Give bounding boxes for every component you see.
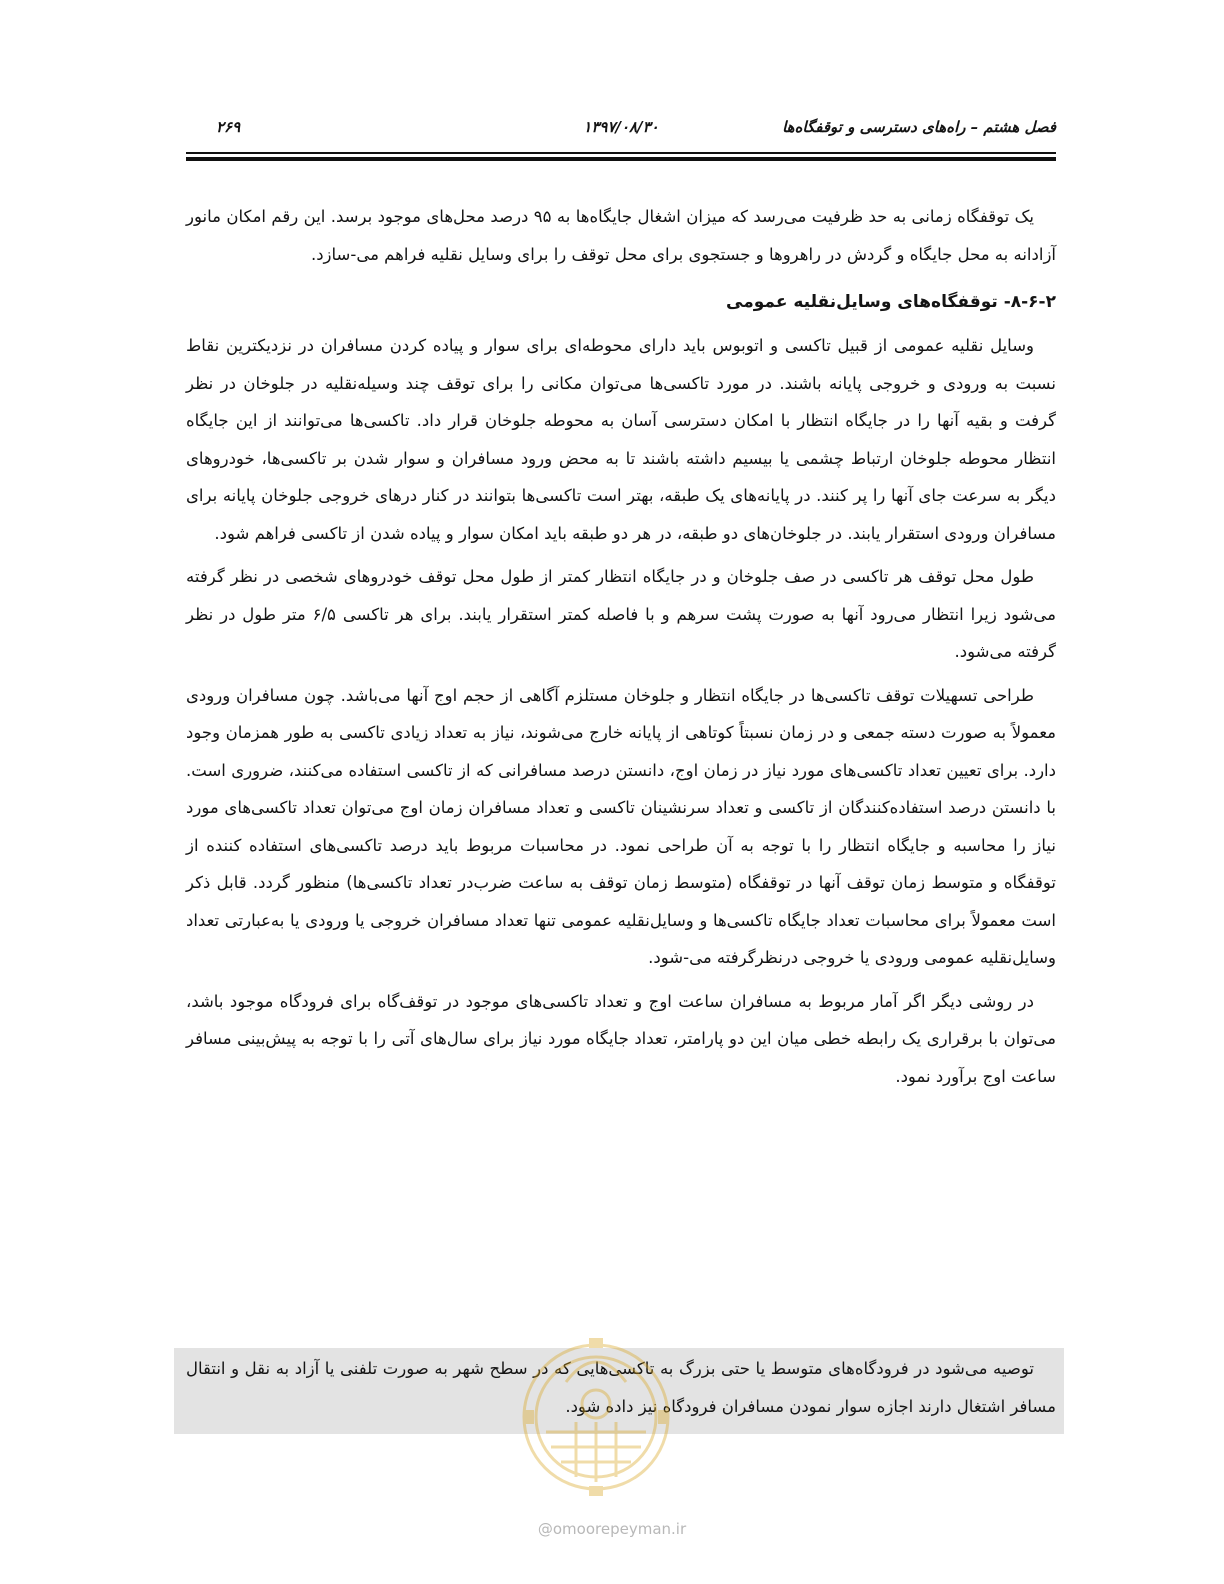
- paragraph-taxi-length: طول محل توقف هر تاکسی در صف جلوخان و در جایگاه انتظار کمتر از طول محل توقف خودروهای شخصی در نظر گرفته می‌شود زیرا انتظار می‌رود آنها به صورت پشت سرهم و با فاصله کمتر استقرار یابند. برای هر تاکسی ۶/۵ متر طول در نظر گرفته می‌شود.: [186, 567, 1057, 661]
- chapter-title: فصل هشتم – راه‌های دسترسی و توقفگاه‌ها: [782, 118, 1056, 136]
- page-header: [186, 118, 1056, 148]
- header-rule-thin: [186, 152, 1056, 154]
- header-date: ۱۳۹۷/۰۸/۳۰: [583, 118, 659, 136]
- header-double-rule: [186, 152, 1056, 162]
- section-heading: ۸-۶-۲- توقفگاه‌های وسایل‌نقلیه عمومی: [726, 292, 1056, 312]
- paragraph-capacity: یک توقفگاه زمانی به حد ظرفیت می‌رسد که میزان اشغال جایگاه‌ها به ۹۵ درصد محل‌های موجود برسد. این رقم امکان مانور آزادانه به محل جایگاه و گردش در راهروها و جستجوی برای محل توقف را برای وسایل نقلیه فراهم می-سازد.: [186, 207, 1056, 264]
- header-rule-thick: [186, 157, 1056, 161]
- watermark-logo-icon: [506, 1322, 686, 1502]
- page-body: [186, 198, 1056, 1101]
- paragraph-public-vehicles: وسایل نقلیه عمومی از قبیل تاکسی و اتوبوس باید دارای محوطه‌ای برای سوار و پیاده کردن مسافران در نزدیکترین نقاط نسبت به ورودی و خروجی پایانه باشند. در مورد تاکسی‌ها می‌توان مکانی را برای توقف چند وسیله‌نقلیه در جلوخان در نظر گرفت و بقیه آنها را در جایگاه انتظار با امکان دسترسی آسان به محوطه جلوخان قرار داد. تاکسی‌ها می‌توانند از این جایگاه انتظار محوطه جلوخان ارتباط چشمی یا بیسیم داشته باشند تا به محض ورود مسافران و سوار شدن بر تاکسی‌ها، خودروهای دیگر به سرعت جای آنها را پر کنند. در پایانه‌های یک طبقه، بهتر است تاکسی‌ها بتوانند در کنار درهای خروجی جلوخان پایانه برای مسافران ورودی استقرار یابند. در جلوخان‌های دو طبقه، در هر دو طبقه باید امکان سوار و پیاده شدن از تاکسی فراهم شود.: [186, 336, 1056, 543]
- paragraph-taxi-design: طراحی تسهیلات توقف تاکسی‌ها در جایگاه انتظار و جلوخان مستلزم آگاهی از حجم اوج آنها می‌باشد. چون مسافران ورودی معمولاً به صورت دسته جمعی و در زمان نسبتاً کوتاهی از پایانه خارج می‌شوند، نیاز به تعداد زیادی تاکسی به طور همزمان وجود دارد. برای تعیین تعداد تاکسی‌های مورد نیاز در زمان اوج، دانستن درصد مسافرانی که از تاکسی استفاده می‌کنند، ضروری است. با دانستن درصد استفاده‌کنندگان از تاکسی و تعداد سرنشینان تاکسی و تعداد مسافران زمان اوج می‌توان تعداد تاکسی‌های مورد نیاز را محاسبه و جایگاه انتظار را با توجه به آن طراحی نمود. در محاسبات مربوط باید درصد تاکسی‌های استفاده کننده از توقفگاه و متوسط زمان توقف آنها در توقفگاه (متوسط زمان توقف به ساعت ضرب‌در تعداد تاکسی‌ها) منظور گردد. قابل ذکر است معمولاً برای محاسبات تعداد جایگاه تاکسی‌ها و وسایل‌نقلیه عمومی تنها تعداد مسافران خروجی یا ورودی یا به‌عبارتی تعداد وسایل‌نقلیه عمومی ورودی یا خروجی درنظرگرفته می-شود.: [186, 685, 1056, 967]
- watermark-website: @omoorepeyman.ir: [537, 1520, 687, 1538]
- page-number: ۲۶۹: [216, 118, 241, 136]
- paragraph-linear-method: در روشی دیگر اگر آمار مربوط به مسافران ساعت اوج و تعداد تاکسی‌های موجود در توقف‌گاه برای فرودگاه موجود باشد، می‌توان با برقراری یک رابطه خطی میان این دو پارامتر، تعداد جایگاه مورد نیاز برای سال‌های آتی را با توجه به پیش‌بینی مسافر ساعت اوج برآورد نمود.: [186, 991, 1056, 1086]
- highlighted-recommendation: توصیه می‌شود در فرودگاه‌های متوسط یا حتی بزرگ به تاکسی‌هایی که در سطح شهر به صورت تلفنی یا آزاد به نقل و انتقال مسافر اشتغال دارند اجازه سوار نمودن مسافران فرودگاه نیز داده شود.: [186, 1359, 1056, 1416]
